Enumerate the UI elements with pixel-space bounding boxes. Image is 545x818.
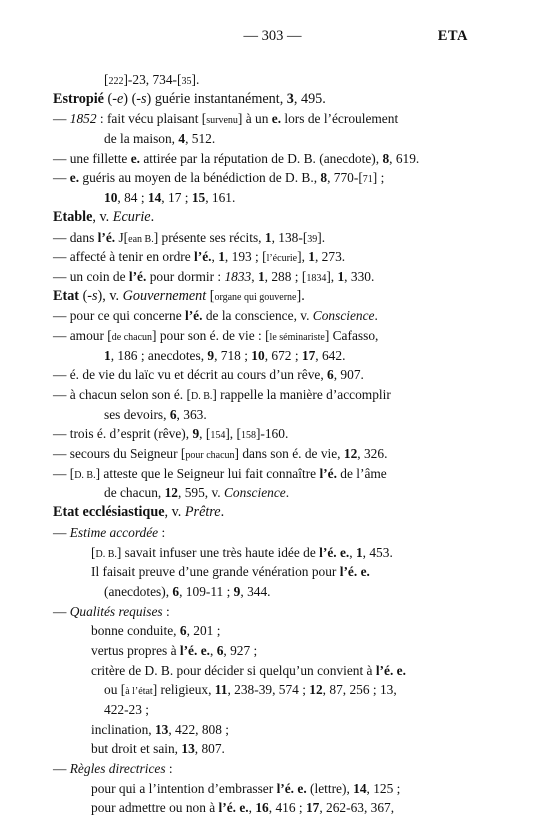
index-line: ou [à l’état] religieux, 11, 238-39, 574 ; 12, 87, 256 ; 13,	[104, 682, 397, 698]
index-line: de la maison, 4, 512.	[104, 131, 216, 147]
index-line: — amour [de chacun] pour son é. de vie : [le séminariste] Cafasso,	[53, 327, 379, 343]
index-entry-etat-ecclesiastique: Etat ecclésiastique, v. Prêtre.	[53, 504, 225, 521]
index-subheading: — Estime accordée :	[53, 524, 166, 540]
index-line: — [D. B.] atteste que le Seigneur lui fait connaître l’é. de l’âme	[53, 465, 387, 481]
index-line: — secours du Seigneur [pour chacun] dans son é. de vie, 12, 326.	[53, 446, 388, 462]
index-line: pour admettre ou non à l’é. e., 16, 416 ; 17, 262-63, 367,	[91, 800, 395, 816]
index-column	[53, 70, 469, 818]
index-line: (anecdotes), 6, 109-11 ; 9, 344.	[104, 583, 271, 599]
index-line: but droit et sain, 13, 807.	[91, 741, 225, 757]
index-line: inclination, 13, 422, 808 ;	[91, 721, 229, 737]
index-line: — 1852 : fait vécu plaisant [survenu] à un e. lors de l’écroulement	[53, 111, 399, 127]
index-line: — à chacun selon son é. [D. B.] rappelle la manière d’accomplir	[53, 387, 391, 402]
index-line: — affecté à tenir en ordre l’é., 1, 193 ; [l’écurie], 1, 273.	[53, 249, 346, 265]
index-line: 422-23 ;	[104, 702, 150, 717]
index-line: ses devoirs, 6, 363.	[104, 406, 207, 422]
index-line: critère de D. B. pour décider si quelqu’un convient à l’é. e.	[91, 662, 406, 678]
index-line: [D. B.] savait infuser une très haute idée de l’é. e., 1, 453.	[91, 544, 393, 560]
index-line: — dans l’é. J[ean B.] présente ses récits, 1, 138-[39].	[53, 229, 326, 245]
index-line: [222]-23, 734-[35].	[104, 72, 200, 87]
index-entry-etat: Etat (-s), v. Gouvernement [organe qui gouverne].	[53, 287, 305, 304]
index-line: — e. guéris au moyen de la bénédiction de D. B., 8, 770-[71] ;	[53, 170, 385, 186]
index-line: — pour ce qui concerne l’é. de la conscience, v. Conscience.	[53, 308, 378, 324]
index-line: — é. de vie du laïc vu et décrit au cours d’un rêve, 6, 907.	[53, 367, 364, 383]
index-line: bonne conduite, 6, 201 ;	[91, 623, 221, 639]
index-line: — une fillette e. attirée par la réputation de D. B. (anecdote), 8, 619.	[53, 150, 420, 166]
index-line: — un coin de l’é. pour dormir : 1833, 1, 288 ; [1834], 1, 330.	[53, 268, 375, 284]
index-entry-estropie: Estropié (-e) (-s) guérie instantanément, 3, 495.	[53, 90, 326, 107]
index-line: 1, 186 ; anecdotes, 9, 718 ; 10, 672 ; 17, 642.	[104, 347, 346, 363]
index-line: 10, 84 ; 14, 17 ; 15, 161.	[104, 190, 236, 206]
index-subheading: — Qualités requises :	[53, 603, 170, 619]
index-line: Il faisait preuve d’une grande vénération pour l’é. e.	[91, 564, 370, 580]
page-number: — 303 —	[243, 28, 302, 44]
index-line: de chacun, 12, 595, v. Conscience.	[104, 485, 290, 501]
index-entry-etable: Etable, v. Ecurie.	[53, 208, 155, 225]
index-line: vertus propres à l’é. e., 6, 927 ;	[91, 642, 258, 658]
running-head: ETA	[437, 28, 468, 44]
index-subheading: — Règles directrices :	[53, 761, 173, 777]
index-line: pour qui a l’intention d’embrasser l’é. e. (lettre), 14, 125 ;	[91, 780, 401, 796]
index-line: — trois é. d’esprit (rêve), 9, [154], [158]-160.	[53, 426, 289, 442]
